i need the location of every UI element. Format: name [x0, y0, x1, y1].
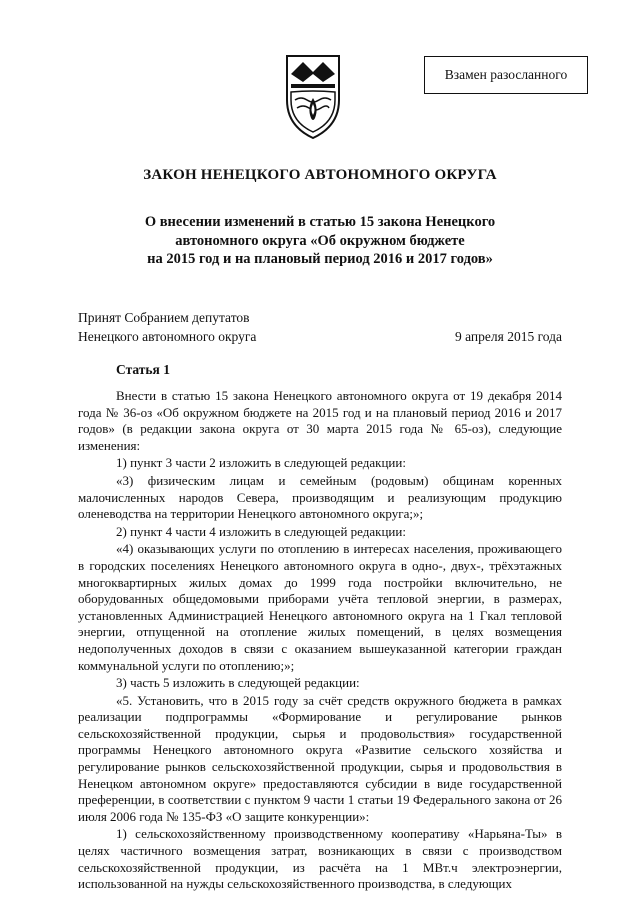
subject-line: на 2015 год и на плановый период 2016 и 2017 годов» [147, 251, 493, 267]
paragraph: 1) пункт 3 части 2 изложить в следующей редакции: [116, 455, 406, 471]
adoption-date: 9 апреля 2015 года [454, 329, 562, 344]
stamp-text: Взамен разосланного [444, 67, 568, 82]
coat-of-arms-icon [283, 52, 343, 142]
paragraph: «3) физическим лицам и семейным (родовым) общинам коренных малочисленных народов Севера, производящим и реализующим продукцию оленеводства на территории Ненецкого автономного округа;»; [78, 472, 562, 522]
article-body [78, 388, 562, 893]
paragraph: 3) часть 5 изложить в следующей редакции: [116, 675, 360, 691]
subject-line: О внесении изменений в статью 15 закона Ненецкого [144, 214, 496, 230]
paragraph: «5. Установить, что в 2015 году за счёт средств окружного бюджета в рамках реализации подпрограммы «Формирование и регулирование рынков сельскохозяйственной продукции, сырья и продовольствия» государственной программы Ненецкого автономного округа «Развитие сельского хозяйства и регулирование рынков сельскохозяйственной продукции, сырья и продовольствия в Ненецком автономном округе» предоставляются субсидии в виде государственной преференции, в соответствии с пунктом 9 части 1 статьи 19 Федерального закона от 26 июля 2006 года № 135-ФЗ «О защите конкуренции»: [78, 692, 562, 824]
adoption-line: Принят Собранием депутатов [78, 310, 250, 325]
paragraph: 2) пункт 4 части 4 изложить в следующей редакции: [116, 523, 406, 539]
subject-line: автономного округа «Об окружном бюджете [175, 232, 465, 249]
law-title: ЗАКОН НЕНЕЦКОГО АВТОНОМНОГО ОКРУГА [143, 167, 497, 183]
replacement-stamp [424, 56, 588, 94]
article-title: Статья 1 [116, 362, 170, 377]
paragraph: «4) оказывающих услуги по отоплению в интересах населения, проживающего в городских поселениях Ненецкого автономного округа в одно-, двух-, трёхэтажных многоквартирных жилых домах до 1999 года постройки включительно, не оборудованных общедомовыми приборами учёта тепловой энергии, в размерах, установленных Администрацией Ненецкого автономного округа на 1 Гкал тепловой энергии, отпущенной на отопление жилых помещений, в целях возмещения недополученных доходов в связи с оказанием вышеуказанной категории граждан коммунальной услуги по отоплению;»; [78, 541, 562, 673]
adoption-line: Ненецкого автономного округа [78, 329, 257, 344]
paragraph: 1) сельскохозяйственному производственному кооперативу «Нарьяна-Ты» в целях частичного возмещения затрат, возникающих в связи с производством сельскохозяйственной продукции, из расчёта на 1 МВт.ч электроэнергии, использованной на нужды сельскохозяйственного производства, в следующих [78, 826, 562, 892]
law-subject [80, 213, 560, 269]
paragraph: Внести в статью 15 закона Ненецкого автономного округа от 19 декабря 2014 года № 36-оз «Об окружном бюджете на 2015 год и на плановый период 2016 и 2017 годов» (в редакции закона округа от 30 марта 2015 года № 65-оз), следующие изменения: [78, 388, 562, 453]
adoption-info [78, 308, 256, 346]
